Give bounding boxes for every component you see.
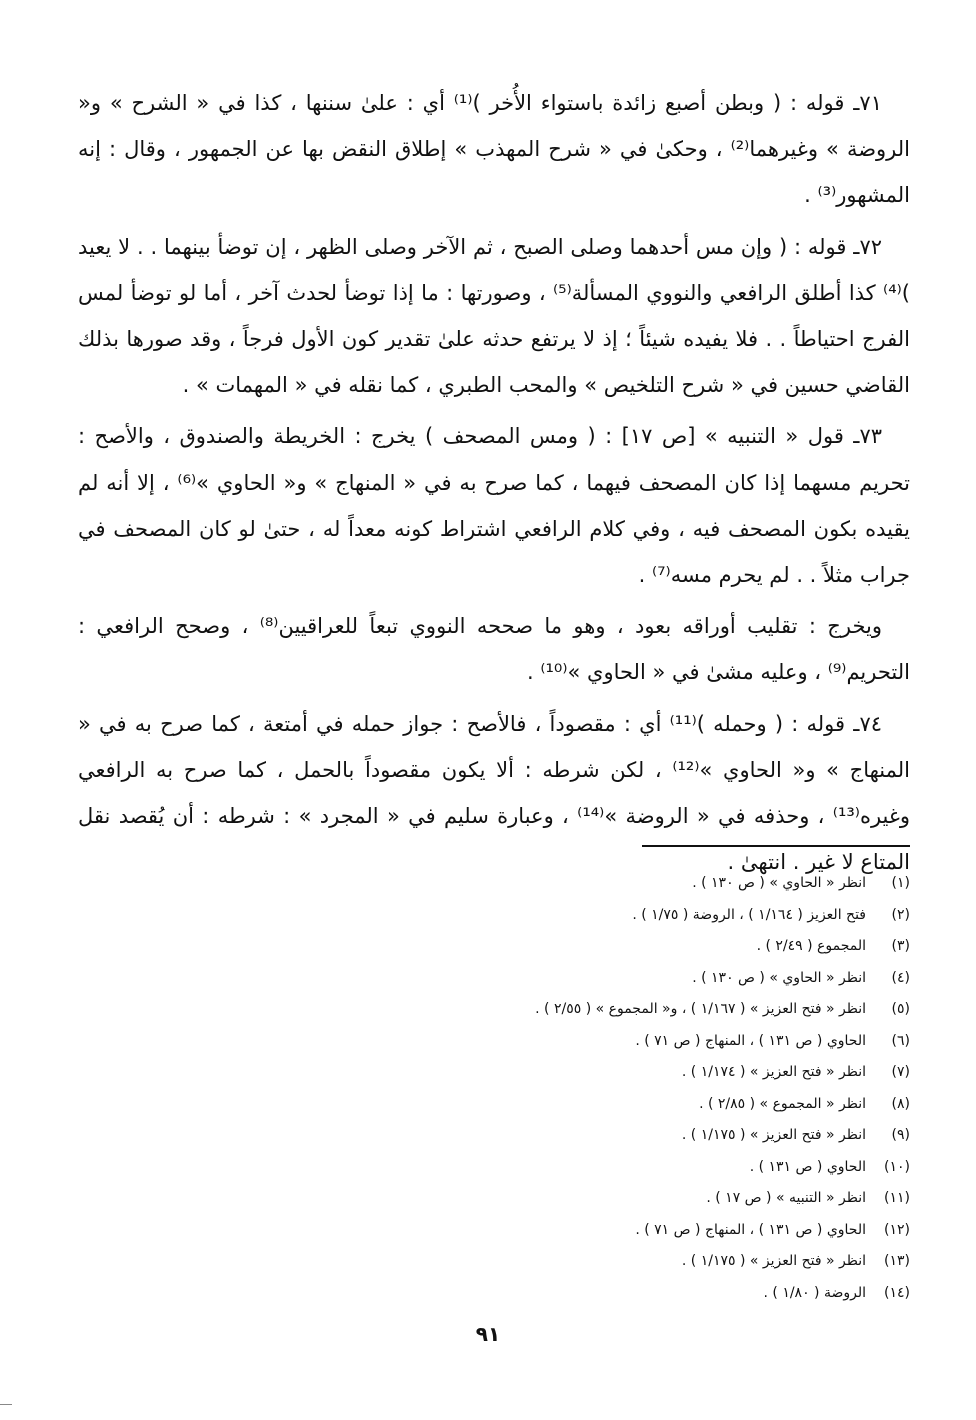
footnote-number: (٤) bbox=[891, 969, 910, 986]
footnote bbox=[130, 900, 910, 932]
footnote-number: (١) bbox=[891, 875, 910, 891]
footnote bbox=[130, 1026, 910, 1058]
footnote-text: انظر « الحاوي » ( ص ١٣٠ ) . bbox=[692, 875, 866, 891]
footnote bbox=[130, 963, 910, 995]
paragraph-71: ٧١ـ قوله : ( وبطن أصبع زائدة باستواء الأُخر )⁽¹⁾ أي : علىٰ سننها ، كذا في « الشرح » و« الروضة » وغيرهما⁽²⁾ ، وحكىٰ في « شرح المهذب » إطلاق النقض بها عن الجمهور ، وقال : إنه المشهور⁽³⁾ . bbox=[78, 91, 910, 208]
footnote-number: (١٤) bbox=[884, 1284, 910, 1301]
scan-edge-mark bbox=[0, 1404, 12, 1405]
footnote-text: فتح العزيز ( ١/١٦٤ ) ، الروضة ( ١/٧٥ ) . bbox=[632, 906, 866, 923]
main-text bbox=[78, 80, 910, 890]
footnote-number: (٧) bbox=[891, 1064, 910, 1080]
paragraph-72: ٧٢ـ قوله : ( وإن مس أحدهما وصلى الصبح ، ثم الآخر وصلى الظهر ، إن توضأ بينهما . . لا يعيد )⁽⁴⁾ كذا أطلق الرافعي والنووي المسألة⁽⁵⁾ ، وصورتها : ما إذا توضأ لحدث آخر ، أما لو توضأ لمس الفرج احتياطاً . . فلا يفيده شيئاً ؛ إذ لا يرتفع حدثه علىٰ تقدير كون الأول فرجاً ، وقد صورها بذلك القاضي حسين في « شرح التلخيص » والمحب الطبري ، كما نقله في « المهمات » . bbox=[78, 234, 910, 398]
footnote-number: (٣) bbox=[891, 938, 910, 954]
footnote-text: انظر « الحاوي » ( ص ١٣٠ ) . bbox=[692, 969, 866, 986]
footnote bbox=[130, 1089, 910, 1121]
footnote-text: المجموع ( ٢/٤٩ ) . bbox=[756, 938, 866, 954]
footnote bbox=[130, 1057, 910, 1089]
footnote-text: انظر « فتح العزيز » ( ١/١٧٥ ) . bbox=[681, 1127, 866, 1143]
footnote-number: (٥) bbox=[891, 1001, 910, 1017]
footnote bbox=[130, 931, 910, 963]
footnote bbox=[130, 868, 910, 900]
footnote bbox=[130, 1215, 910, 1247]
footnote bbox=[130, 1120, 910, 1152]
footnote bbox=[130, 994, 910, 1026]
footnote-text: الروضة ( ١/٨٠ ) . bbox=[763, 1284, 866, 1301]
footnote-number: (٦) bbox=[891, 1032, 910, 1049]
footnote-text: الحاوي ( ص ١٣١ ) . bbox=[749, 1158, 866, 1175]
footnote bbox=[130, 1183, 910, 1215]
paragraph-74: ٧٤ـ قوله : ( وحمله )⁽¹¹⁾ أي : مقصوداً ، فالأصح : جواز حمله في أمتعة ، كما صرح به في « المنهاج » و« الحاوي »⁽¹²⁾ ، لكن شرطه : ألا يكون مقصوداً بالحمل ، كما صرح به الرافعي وغيره⁽¹³⁾ ، وحذفه في « الروضة »⁽¹⁴⁾ ، وعبارة سليم في « المجرد » : شرطه : أن يُقصد نقل المتاع لا غير . انتهىٰ . bbox=[78, 711, 911, 875]
paragraph-73: ٧٣ـ قول « التنبيه » [ص ١٧] : ( ومس المصحف ) يخرج : الخريطة والصندوق ، والأصح : تحريم مسهما إذا كان المصحف فيهما ، كما صرح به في « المنهاج » و« الحاوي »⁽⁶⁾ ، إلا أنه لم يقيده بكون المصحف فيه ، وفي كلام الرافعي اشتراط كونه معداً له ، حتىٰ لو كان المصحف في جراب مثلاً . . لم يحرم مسه⁽⁷⁾ . bbox=[78, 424, 910, 588]
footnote-text: الحاوي ( ص ١٣١ ) ، المنهاج ( ص ٧١ ) . bbox=[635, 1032, 866, 1049]
footnote bbox=[130, 1278, 910, 1310]
footnote-number: (٨) bbox=[891, 1095, 910, 1112]
footnote-text: الحاوي ( ص ١٣١ ) ، المنهاج ( ص ٧١ ) . bbox=[635, 1221, 866, 1238]
footnotes bbox=[130, 868, 910, 1309]
footnote bbox=[130, 1246, 910, 1278]
footnote-number: (١٢) bbox=[884, 1221, 910, 1238]
footnote-text: انظر « التنبيه » ( ص ١٧ ) . bbox=[706, 1190, 866, 1206]
footnote-text: انظر « فتح العزيز » ( ١/١٧٥ ) . bbox=[681, 1253, 866, 1269]
footnote-number: (٢) bbox=[891, 906, 910, 923]
footnote-number: (٩) bbox=[891, 1127, 910, 1143]
footnote-text: انظر « المجموع » ( ٢/٨٥ ) . bbox=[699, 1095, 866, 1112]
footnote-number: (١١) bbox=[884, 1190, 910, 1206]
footnote-text: انظر « فتح العزيز » ( ١/١٧٤ ) . bbox=[681, 1064, 866, 1080]
footnote-number: (١٠) bbox=[884, 1158, 910, 1175]
footnote-separator bbox=[642, 845, 910, 847]
paragraph-73-continued: ويخرج : تقليب أوراقه بعود ، وهو ما صححه النووي تبعاً للعراقيين⁽⁸⁾ ، وصحح الرافعي : التحريم⁽⁹⁾ ، وعليه مشىٰ في « الحاوي »⁽¹⁰⁾ . bbox=[78, 614, 910, 685]
footnote-number: (١٣) bbox=[884, 1253, 910, 1269]
footnote-text: انظر « فتح العزيز » ( ١/١٦٧ ) ، و« المجموع » ( ٢/٥٥ ) . bbox=[535, 1001, 866, 1017]
page-number: ٩١ bbox=[475, 1322, 501, 1346]
footnote bbox=[130, 1152, 910, 1184]
